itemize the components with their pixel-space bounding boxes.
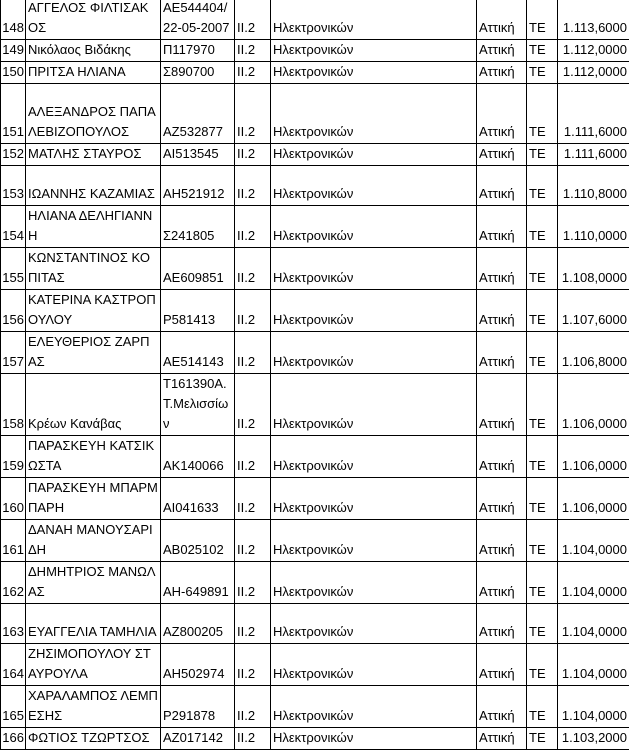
id-number-cell: ΑΙ513545	[161, 144, 235, 166]
education-type-cell: ΤΕ	[527, 290, 558, 332]
score-cell: 1.106,8000	[558, 332, 629, 374]
category-code-cell: ΙΙ.2	[235, 332, 271, 374]
row-number-cell: 149	[1, 40, 26, 62]
specialty-cell: Ηλεκτρονικών	[271, 374, 477, 436]
table-row	[1, 248, 629, 290]
region-cell: Αττική	[477, 562, 527, 604]
score-cell: 1.104,0000	[558, 562, 629, 604]
category-code-cell: ΙΙ.2	[235, 290, 271, 332]
region-cell: Αττική	[477, 248, 527, 290]
education-type-cell: ΤΕ	[527, 84, 558, 144]
category-code-cell: ΙΙ.2	[235, 478, 271, 520]
table-row	[1, 436, 629, 478]
education-type-cell: ΤΕ	[527, 436, 558, 478]
id-number-cell: Ρ581413	[161, 290, 235, 332]
score-cell: 1.111,6000	[558, 144, 629, 166]
row-number-cell: 150	[1, 62, 26, 84]
id-number-cell: Ρ291878	[161, 686, 235, 728]
candidate-name-cell: ΔΗΜΗΤΡΙΟΣ ΜΑΝΩΛΑΣ	[26, 562, 161, 604]
score-cell: 1.106,0000	[558, 374, 629, 436]
education-type-cell: ΤΕ	[527, 604, 558, 644]
score-cell: 1.112,0000	[558, 40, 629, 62]
category-code-cell: ΙΙ.2	[235, 248, 271, 290]
specialty-cell: Ηλεκτρονικών	[271, 604, 477, 644]
region-cell: Αττική	[477, 644, 527, 686]
candidate-name-cell: ΦΩΤΙΟΣ ΤΖΩΡΤΣΟΣ	[26, 728, 161, 750]
table-row	[1, 0, 629, 40]
id-number-cell: Σ890700	[161, 62, 235, 84]
region-cell: Αττική	[477, 728, 527, 750]
row-number-cell: 158	[1, 374, 26, 436]
education-type-cell: ΤΕ	[527, 40, 558, 62]
category-code-cell: ΙΙ.2	[235, 520, 271, 562]
table-row	[1, 520, 629, 562]
candidate-name-cell: Νικόλαος Βιδάκης	[26, 40, 161, 62]
table-row	[1, 374, 629, 436]
row-number-cell: 164	[1, 644, 26, 686]
education-type-cell: ΤΕ	[527, 332, 558, 374]
specialty-cell: Ηλεκτρονικών	[271, 144, 477, 166]
score-cell: 1.113,6000	[558, 0, 629, 40]
candidate-name-cell: ΠΑΡΑΣΚΕΥΗ ΜΠΑΡΜΠΑΡΗ	[26, 478, 161, 520]
table-row	[1, 728, 629, 750]
specialty-cell: Ηλεκτρονικών	[271, 562, 477, 604]
category-code-cell: ΙΙ.2	[235, 562, 271, 604]
score-cell: 1.104,0000	[558, 604, 629, 644]
education-type-cell: ΤΕ	[527, 686, 558, 728]
education-type-cell: ΤΕ	[527, 62, 558, 84]
table-row	[1, 478, 629, 520]
table-row	[1, 144, 629, 166]
specialty-cell: Ηλεκτρονικών	[271, 248, 477, 290]
table-row	[1, 84, 629, 144]
id-number-cell: ΑΕ609851	[161, 248, 235, 290]
category-code-cell: ΙΙ.2	[235, 436, 271, 478]
specialty-cell: Ηλεκτρονικών	[271, 644, 477, 686]
specialty-cell: Ηλεκτρονικών	[271, 728, 477, 750]
candidate-name-cell: ΚΩΝΣΤΑΝΤΙΝΟΣ ΚΟΠΙΤΑΣ	[26, 248, 161, 290]
id-number-cell: ΑΖ800205	[161, 604, 235, 644]
category-code-cell: ΙΙ.2	[235, 84, 271, 144]
category-code-cell: ΙΙ.2	[235, 62, 271, 84]
education-type-cell: ΤΕ	[527, 206, 558, 248]
candidate-name-cell: ΠΑΡΑΣΚΕΥΗ ΚΑΤΣΙΚΩΣΤΑ	[26, 436, 161, 478]
table-body	[1, 0, 629, 750]
candidate-name-cell: ΑΓΓΕΛΟΣ ΦΙΛΤΙΣΑΚΟΣ	[26, 0, 161, 40]
region-cell: Αττική	[477, 478, 527, 520]
id-number-cell: Π117970	[161, 40, 235, 62]
region-cell: Αττική	[477, 604, 527, 644]
table-row	[1, 206, 629, 248]
category-code-cell: ΙΙ.2	[235, 644, 271, 686]
row-number-cell: 153	[1, 166, 26, 206]
row-number-cell: 161	[1, 520, 26, 562]
education-type-cell: ΤΕ	[527, 478, 558, 520]
candidate-name-cell: ΚΑΤΕΡΙΝΑ ΚΑΣΤΡΟΠΟΥΛΟΥ	[26, 290, 161, 332]
id-number-cell: ΑΚ140066	[161, 436, 235, 478]
id-number-cell: ΑΙ041633	[161, 478, 235, 520]
specialty-cell: Ηλεκτρονικών	[271, 478, 477, 520]
region-cell: Αττική	[477, 332, 527, 374]
row-number-cell: 156	[1, 290, 26, 332]
category-code-cell: ΙΙ.2	[235, 374, 271, 436]
candidate-name-cell: ΑΛΕΞΑΝΔΡΟΣ ΠΑΠΑΛΕΒΙΖΟΠΟΥΛΟΣ	[26, 84, 161, 144]
education-type-cell: ΤΕ	[527, 562, 558, 604]
education-type-cell: ΤΕ	[527, 374, 558, 436]
category-code-cell: ΙΙ.2	[235, 144, 271, 166]
category-code-cell: ΙΙ.2	[235, 0, 271, 40]
region-cell: Αττική	[477, 686, 527, 728]
candidate-name-cell: ΕΛΕΥΘΕΡΙΟΣ ΖΑΡΠΑΣ	[26, 332, 161, 374]
region-cell: Αττική	[477, 84, 527, 144]
candidate-name-cell: Κρέων Κανάβας	[26, 374, 161, 436]
category-code-cell: ΙΙ.2	[235, 728, 271, 750]
row-number-cell: 151	[1, 84, 26, 144]
score-cell: 1.104,0000	[558, 686, 629, 728]
region-cell: Αττική	[477, 0, 527, 40]
candidate-name-cell: ΜΑΤΛΗΣ ΣΤΑΥΡΟΣ	[26, 144, 161, 166]
specialty-cell: Ηλεκτρονικών	[271, 686, 477, 728]
table-row	[1, 40, 629, 62]
score-cell: 1.110,8000	[558, 166, 629, 206]
candidate-name-cell: ΔΑΝΑΗ ΜΑΝΟΥΣΑΡΙΔΗ	[26, 520, 161, 562]
category-code-cell: ΙΙ.2	[235, 604, 271, 644]
row-number-cell: 154	[1, 206, 26, 248]
id-number-cell: Τ161390Α.Τ.Μελισσίων	[161, 374, 235, 436]
id-number-cell: ΑΒ025102	[161, 520, 235, 562]
specialty-cell: Ηλεκτρονικών	[271, 332, 477, 374]
education-type-cell: ΤΕ	[527, 144, 558, 166]
score-cell: 1.104,0000	[558, 644, 629, 686]
id-number-cell: ΑΖ532877	[161, 84, 235, 144]
specialty-cell: Ηλεκτρονικών	[271, 0, 477, 40]
candidate-name-cell: ΠΡΙΤΣΑ ΗΛΙΑΝΑ	[26, 62, 161, 84]
specialty-cell: Ηλεκτρονικών	[271, 62, 477, 84]
row-number-cell: 162	[1, 562, 26, 604]
region-cell: Αττική	[477, 290, 527, 332]
table-row	[1, 604, 629, 644]
candidate-name-cell: ΖΗΣΙΜΟΠΟΥΛΟΥ ΣΤΑΥΡΟΥΛΑ	[26, 644, 161, 686]
row-number-cell: 148	[1, 0, 26, 40]
row-number-cell: 165	[1, 686, 26, 728]
score-cell: 1.110,0000	[558, 206, 629, 248]
id-number-cell: ΑΖ017142	[161, 728, 235, 750]
category-code-cell: ΙΙ.2	[235, 206, 271, 248]
row-number-cell: 157	[1, 332, 26, 374]
table-row	[1, 290, 629, 332]
score-cell: 1.103,2000	[558, 728, 629, 750]
candidate-name-cell: ΗΛΙΑΝΑ ΔΕΛΗΓΙΑΝΝΗ	[26, 206, 161, 248]
id-number-cell: ΑΗ502974	[161, 644, 235, 686]
candidate-name-cell: ΧΑΡΑΛΑΜΠΟΣ ΛΕΜΠΕΣΗΣ	[26, 686, 161, 728]
row-number-cell: 159	[1, 436, 26, 478]
specialty-cell: Ηλεκτρονικών	[271, 206, 477, 248]
id-number-cell: ΑΕ544404/ 22-05-2007	[161, 0, 235, 40]
category-code-cell: ΙΙ.2	[235, 40, 271, 62]
table-row	[1, 332, 629, 374]
score-cell: 1.111,6000	[558, 84, 629, 144]
score-cell: 1.106,0000	[558, 436, 629, 478]
education-type-cell: ΤΕ	[527, 166, 558, 206]
id-number-cell: Σ241805	[161, 206, 235, 248]
row-number-cell: 163	[1, 604, 26, 644]
region-cell: Αττική	[477, 166, 527, 206]
region-cell: Αττική	[477, 436, 527, 478]
category-code-cell: ΙΙ.2	[235, 166, 271, 206]
score-cell: 1.108,0000	[558, 248, 629, 290]
row-number-cell: 155	[1, 248, 26, 290]
region-cell: Αττική	[477, 40, 527, 62]
specialty-cell: Ηλεκτρονικών	[271, 436, 477, 478]
row-number-cell: 166	[1, 728, 26, 750]
education-type-cell: ΤΕ	[527, 728, 558, 750]
score-cell: 1.104,0000	[558, 520, 629, 562]
table-row	[1, 644, 629, 686]
specialty-cell: Ηλεκτρονικών	[271, 166, 477, 206]
id-number-cell: ΑΕ514143	[161, 332, 235, 374]
score-cell: 1.107,6000	[558, 290, 629, 332]
score-cell: 1.106,0000	[558, 478, 629, 520]
table-row	[1, 166, 629, 206]
region-cell: Αττική	[477, 62, 527, 84]
category-code-cell: ΙΙ.2	[235, 686, 271, 728]
specialty-cell: Ηλεκτρονικών	[271, 84, 477, 144]
row-number-cell: 152	[1, 144, 26, 166]
candidate-name-cell: ΙΩΑΝΝΗΣ ΚΑΖΑΜΙΑΣ	[26, 166, 161, 206]
region-cell: Αττική	[477, 374, 527, 436]
table-row	[1, 62, 629, 84]
education-type-cell: ΤΕ	[527, 520, 558, 562]
specialty-cell: Ηλεκτρονικών	[271, 290, 477, 332]
region-cell: Αττική	[477, 520, 527, 562]
education-type-cell: ΤΕ	[527, 248, 558, 290]
id-number-cell: ΑΗ521912	[161, 166, 235, 206]
candidate-name-cell: ΕΥΑΓΓΕΛΙΑ ΤΑΜΗΛΙΑ	[26, 604, 161, 644]
table-row	[1, 686, 629, 728]
table-row	[1, 562, 629, 604]
specialty-cell: Ηλεκτρονικών	[271, 520, 477, 562]
education-type-cell: ΤΕ	[527, 644, 558, 686]
region-cell: Αττική	[477, 206, 527, 248]
region-cell: Αττική	[477, 144, 527, 166]
score-cell: 1.112,0000	[558, 62, 629, 84]
id-number-cell: ΑΗ-649891	[161, 562, 235, 604]
row-number-cell: 160	[1, 478, 26, 520]
education-type-cell: ΤΕ	[527, 0, 558, 40]
specialty-cell: Ηλεκτρονικών	[271, 40, 477, 62]
